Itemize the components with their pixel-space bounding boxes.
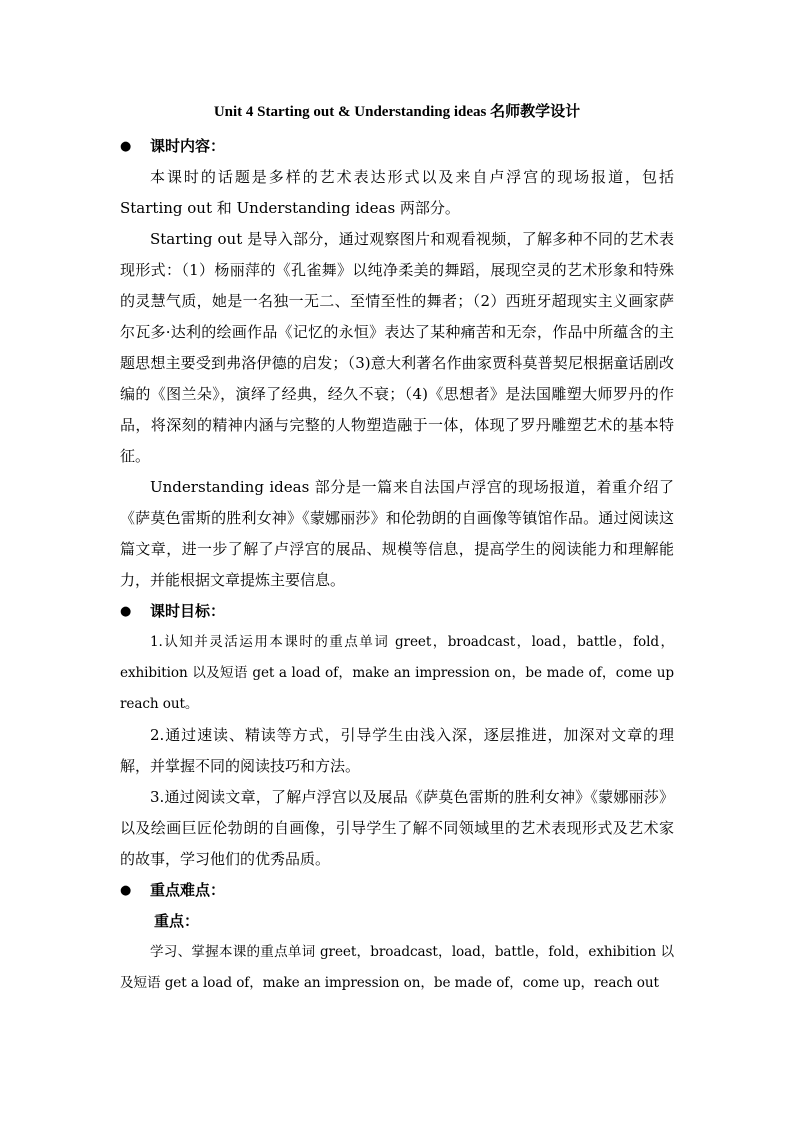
bullet-icon: ● — [120, 883, 132, 898]
content-paragraph-starting-out: Starting out 是导入部分，通过观察图片和观看视频，了解多种不同的艺术表现形式：（1）杨丽萍的《孔雀舞》以纯净柔美的舞蹈，展现空灵的艺术形象和特殊的灵慧气质，她是一名独一无二、至情至性的舞者；（2）西班牙超现实主义画家萨尔瓦多·达利的绘画作品《记忆的永恒》表达了某种痛苦和无奈，作品中所蕴含的主题思想主要受到弗洛伊德的启发；（3)意大利著名作曲家贾科莫普契尼根据童话剧改编的《图兰朵》，演绎了经典，经久不衰；（4)《思想者》是法国雕塑大师罗丹的作品，将深刻的精神内涵与完整的人物塑造融于一体，体现了罗丹雕塑艺术的基本特征。 — [120, 230, 674, 465]
section-heading-label: 课时内容： — [150, 137, 226, 155]
objective-item-1: 1.认知并灵活运用本课时的重点单词 greet，broadcast，load，battle，fold，exhibition 以及短语 get a load of，make an impression on，be made of，come up reach out。 — [120, 634, 674, 712]
bullet-icon: ● — [120, 139, 132, 154]
section-heading-label: 重点难点： — [150, 881, 226, 899]
content-paragraph-understanding-ideas: Understanding ideas 部分是一篇来自法国卢浮宫的现场报道，着重介绍了《萨莫色雷斯的胜利女神》《蒙娜丽莎》和伦勃朗的自画像等镇馆作品。通过阅读这篇文章，进一步了解了卢浮宫的展品、规模等信息，提高学生的阅读能力和理解能力，并能根据文章提炼主要信息。 — [120, 478, 674, 589]
section-heading-label: 课时目标： — [150, 602, 226, 620]
document-title: Unit 4 Starting out & Understanding ideas 名师教学设计 — [213, 104, 581, 120]
section-heading-content — [120, 131, 674, 162]
subheading-key-point: 重点： — [154, 912, 200, 930]
section-heading-key-points — [120, 875, 674, 906]
section-heading-objectives — [120, 596, 674, 627]
objective-item-3: 3.通过阅读文章，了解卢浮宫以及展品《萨莫色雷斯的胜利女神》《蒙娜丽莎》以及绘画巨匠伦勃朗的自画像，引导学生了解不同领域里的艺术表现形式及艺术家的故事，学习他们的优秀品质。 — [120, 788, 674, 868]
document-body — [120, 131, 674, 999]
bullet-icon: ● — [120, 604, 132, 619]
key-point-paragraph: 学习、掌握本课的重点单词 greet，broadcast，load，battle，fold，exhibition 以及短语 get a load of，make an impression on，be made of，come up，reach out — [120, 944, 674, 991]
objective-item-2: 2.通过速读、精读等方式，引导学生由浅入深，逐层推进，加深对文章的理解，并掌握不同的阅读技巧和方法。 — [120, 726, 674, 775]
content-paragraph-topic: 本课时的话题是多样的艺术表达形式以及来自卢浮宫的现场报道，包括 Starting out 和 Understanding ideas 两部分。 — [120, 168, 674, 217]
